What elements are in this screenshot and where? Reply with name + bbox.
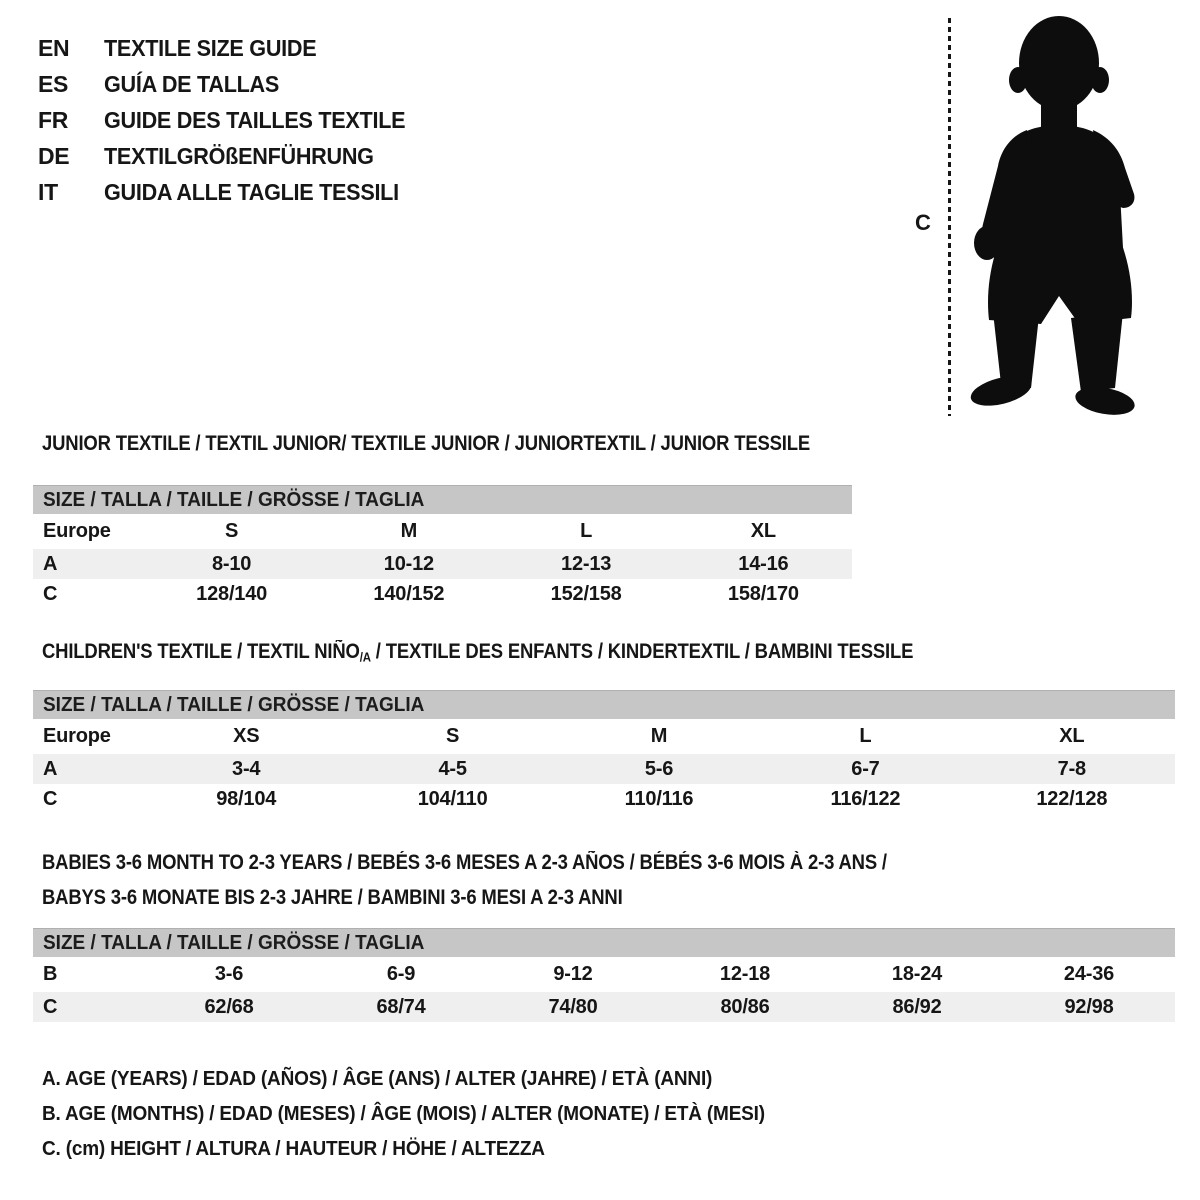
language-code: EN (38, 34, 70, 61)
table-cell: 6-9 (386, 963, 416, 985)
table-cell: 122/128 (1036, 787, 1108, 810)
table-cell: 98/104 (216, 787, 277, 810)
table-cell: 68/74 (376, 995, 426, 1018)
table-cell: 3-6 (214, 963, 244, 985)
children-title-pre: CHILDREN'S TEXTILE / TEXTIL NIÑO (42, 640, 360, 663)
table-cell: 5-6 (644, 757, 674, 780)
table-cell: 12-18 (719, 963, 771, 985)
language-title: GUÍA DE TALLAS (104, 70, 280, 97)
table-cell: 7-8 (1057, 757, 1086, 780)
height-measure-figure (905, 16, 1175, 420)
babies-section-title (42, 845, 1002, 915)
row-label: Europe (43, 725, 111, 747)
table-cell: 92/98 (1064, 995, 1114, 1018)
size-header-bar (33, 690, 1175, 719)
language-row (38, 30, 425, 66)
note-a (42, 1062, 803, 1097)
language-code: IT (38, 178, 58, 205)
toddler-silhouette-icon (965, 16, 1141, 416)
row-label: C (43, 582, 58, 605)
table-cell: 14-16 (738, 552, 789, 575)
babies-table-body (33, 957, 1175, 1022)
table-cell: 18-24 (891, 963, 943, 985)
table-cell: 104/110 (417, 787, 488, 810)
row-label: C (43, 787, 58, 810)
babies-title-line2-text: BABYS 3-6 MONATE BIS 2-3 JAHRE / BAMBINI 3-6 MESI A 2-3 ANNI (42, 886, 623, 909)
note-b-text: B. AGE (MONTHS) / EDAD (MESES) / ÂGE (MOIS) / ALTER (MONATE) / ETÀ (MESI) (42, 1103, 765, 1125)
row-label: B (43, 963, 58, 985)
junior-size-table (33, 485, 852, 609)
table-cell: 10-12 (383, 552, 434, 575)
note-c (42, 1132, 803, 1167)
table-cell: 6-7 (851, 757, 880, 780)
size-header-bar (33, 928, 1175, 957)
children-section-title-text (42, 640, 913, 665)
table-row (33, 719, 1175, 754)
table-cell: XL (1059, 725, 1085, 747)
table-cell: XL (750, 520, 776, 542)
table-cell: 24-36 (1063, 963, 1115, 985)
table-row (33, 549, 852, 579)
table-cell: 62/68 (204, 995, 254, 1018)
table-cell: 8-10 (212, 552, 252, 575)
table-cell: M (400, 520, 418, 542)
table-cell: 86/92 (892, 995, 942, 1018)
babies-title-line1-text: BABIES 3-6 MONTH TO 2-3 YEARS / BEBÉS 3-6 MESES A 2-3 AÑOS / BÉBÉS 3-6 MOIS À 2-3 ANS / (42, 851, 887, 874)
children-size-table (33, 690, 1175, 814)
size-header-label: SIZE / TALLA / TAILLE / GRÖSSE / TAGLIA (43, 931, 425, 954)
table-cell: 74/80 (548, 995, 598, 1018)
language-title-block (38, 30, 425, 210)
note-a-text: A. AGE (YEARS) / EDAD (AÑOS) / ÂGE (ANS) / ALTER (JAHRE) / ETÀ (ANNI) (42, 1068, 713, 1090)
table-row (33, 754, 1175, 784)
table-cell: S (225, 520, 239, 542)
babies-title-line2 (42, 880, 1002, 915)
language-title: GUIDA ALLE TAGLIE TESSILI (104, 178, 399, 205)
table-cell: 140/152 (373, 582, 445, 605)
size-header-bar (33, 485, 852, 514)
language-code: FR (38, 106, 69, 133)
table-cell: 158/170 (727, 582, 799, 605)
row-label: C (43, 995, 58, 1018)
table-cell: L (859, 725, 872, 747)
table-cell: S (446, 725, 460, 747)
language-title: TEXTILGRÖßENFÜHRUNG (104, 142, 374, 169)
language-row (38, 66, 425, 102)
junior-table-body (33, 514, 852, 609)
legend-notes (42, 1062, 803, 1167)
size-header-label: SIZE / TALLA / TAILLE / GRÖSSE / TAGLIA (43, 488, 425, 511)
table-row (33, 579, 852, 609)
table-cell: 3-4 (232, 757, 261, 780)
table-row (33, 992, 1175, 1022)
children-title-post: / TEXTILE DES ENFANTS / KINDERTEXTIL / BAMBINI TESSILE (370, 640, 914, 663)
table-cell: 80/86 (720, 995, 770, 1018)
children-table-body (33, 719, 1175, 814)
table-cell: 12-13 (561, 552, 612, 575)
row-label: A (43, 757, 58, 780)
size-header-label: SIZE / TALLA / TAILLE / GRÖSSE / TAGLIA (43, 693, 425, 716)
table-row (33, 514, 852, 549)
language-row (38, 174, 425, 210)
language-code: ES (38, 70, 69, 97)
children-section-title (42, 640, 1032, 665)
measure-c-label: C (915, 210, 931, 235)
babies-title-line1 (42, 845, 1002, 880)
junior-section-title (42, 432, 915, 456)
table-cell: M (650, 725, 668, 747)
junior-section-title-text: JUNIOR TEXTILE / TEXTIL JUNIOR/ TEXTILE JUNIOR / JUNIORTEXTIL / JUNIOR TESSILE (42, 432, 811, 455)
table-cell: 9-12 (553, 963, 593, 985)
note-c-text: C. (cm) HEIGHT / ALTURA / HAUTEUR / HÖHE / ALTEZZA (42, 1138, 545, 1160)
table-cell: L (580, 520, 593, 542)
table-cell: XS (233, 725, 260, 747)
table-row (33, 957, 1175, 992)
table-cell: 4-5 (438, 757, 467, 780)
language-code: DE (38, 142, 70, 169)
language-title: GUIDE DES TAILLES TEXTILE (104, 106, 406, 133)
table-row (33, 784, 1175, 814)
babies-size-table (33, 928, 1175, 1022)
language-row (38, 102, 425, 138)
row-label: A (43, 552, 58, 575)
row-label: Europe (43, 520, 111, 542)
table-cell: 128/140 (196, 582, 268, 605)
height-dashed-line-icon (948, 18, 951, 416)
note-b (42, 1097, 803, 1132)
table-cell: 152/158 (550, 582, 622, 605)
language-title: TEXTILE SIZE GUIDE (104, 34, 317, 61)
children-title-sub: /A (359, 649, 371, 665)
language-row (38, 138, 425, 174)
table-cell: 110/116 (624, 787, 694, 810)
table-cell: 116/122 (830, 787, 901, 810)
